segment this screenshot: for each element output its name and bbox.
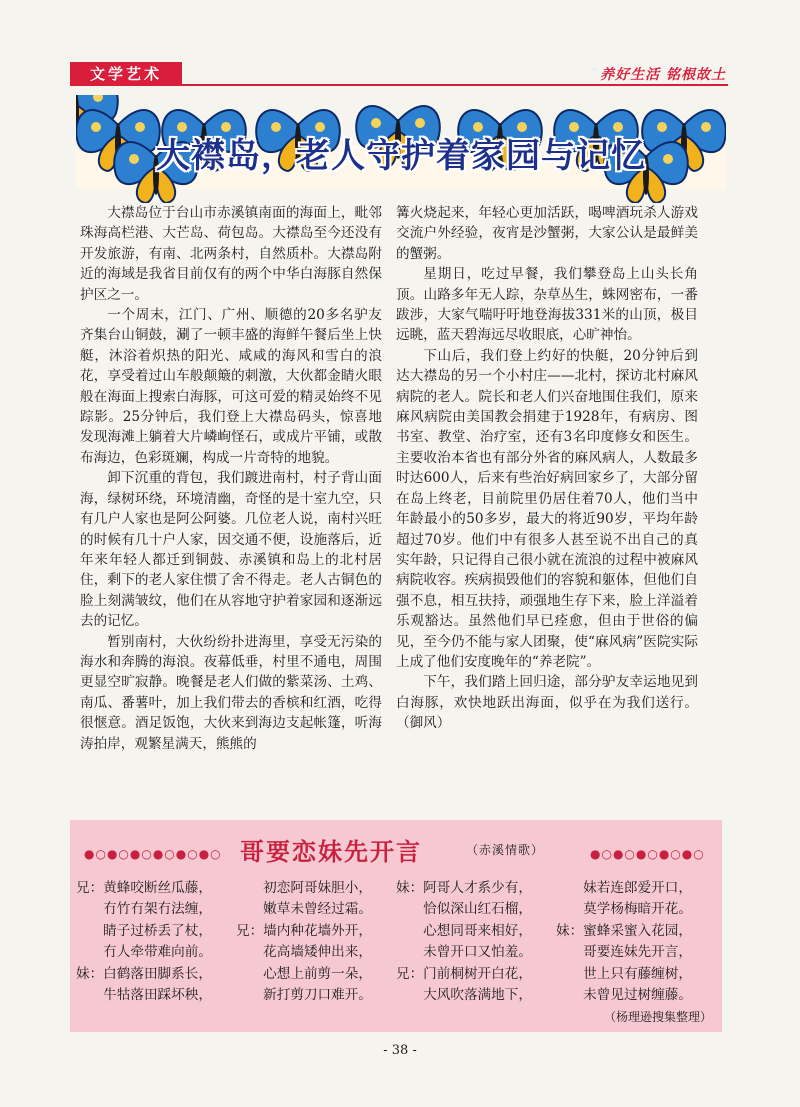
article-column-right [396, 203, 698, 734]
paragraph: 大襟岛位于台山市赤溪镇南面的海面上，毗邻珠海高栏港、大芒岛、荷包岛。大襟岛至今还没有开发旅游，有南、北两条村，自然质朴。大襟岛附近的海域是我省目前仅有的两个中华白海豚自然保护区之一。 [80, 205, 382, 303]
verse-line: 冇竹冇架冇法缠， [76, 901, 212, 918]
verse-line: 心想同哥来相好， [396, 922, 532, 939]
paragraph: 一个周末，江门、广州、顺德的20多名驴友齐集台山铜鼓，涮了一顿丰盛的海鲜午餐后坐上快艇，沐浴着炽热的阳光、咸咸的海风和雪白的浪花，享受着过山车般颠簸的刺激，大伙都金睛火眼般在海面上搜索白海豚，可这可爱的精灵始终不见踪影。25分钟后，我们登上大襟岛码头，惊喜地发现海滩上躺着大片嶙峋怪石，或成片平铺，或散布海边，色彩斑斓，构成一片奇特的地貌。 [80, 307, 382, 466]
verse-column-1 [76, 878, 212, 1006]
paragraph: 卸下沉重的背包，我们踱进南村，村子背山面海，绿树环绕，环境清幽，奇怪的是十室九空，只有几户人家也是阿公阿婆。几位老人说，南村兴旺的时候有几十户人家，因交通不便，设施落后，近年来年轻人都迁到铜鼓、赤溪镇和岛上的北村居住，剩下的老人家住惯了舍不得走。老人古铜色的脸上刻满皱纹，他们在从容地守护着家园和逐渐远去的记忆。 [80, 470, 382, 630]
article-title: 大襟岛，老人守护着家园与记忆 [156, 136, 646, 176]
paragraph: 星期日，吃过早餐，我们攀登岛上山头长角顶。山路多年无人踪，杂草丛生，蛛网密布，一番跋涉，大家气喘吁吁地登海拔331米的山顶，极目远眺，蓝天碧海远尽收眼底，心旷神怡。 [396, 266, 698, 344]
verse-line: 初恋阿哥妹胆小， [236, 880, 372, 896]
article-body [80, 203, 710, 803]
paragraph: 下山后，我们登上约好的快艇，20分钟后到达大襟岛的另一个小村庄——北村，探访北村麻风病院的老人。院长和老人们兴奋地围住我们，原来麻风病院由美国教会捐建于1928年，有病房、图书室、教堂、治疗室，还有3名印度修女和医生。主要收治本省也有部分外省的麻风病人，人数最多时达600人，后来有些治好病回家乡了，大部分留在岛上终老，目前院里仍居住着70人，他们当中年龄最小的50多岁，最大的将近90岁，平均年龄超过70岁。他们中有很多人甚至说不出自己的真实年龄，只记得自己很小就在流浪的过程中被麻风病院收容。疾病损毁他们的容貌和躯体，但他们自强不息，相互扶持，顽强地生存下来，脸上洋溢着乐观豁达。虽然他们早已痊愈，但由于世俗的偏见，至今仍不能与家人团聚，使“麻风病”医院实际上成了他们安度晚年的“养老院”。 [396, 347, 698, 670]
verse-line: 恰似深山红石榴， [396, 901, 532, 918]
verse-line: 妹：蜜蜂采蜜入花园， [556, 922, 692, 939]
folk-song-box [70, 820, 722, 1032]
verse-line: 兄：墙内种花墙外开， [236, 922, 372, 939]
paragraph: 下午，我们踏上回归途，部分驴友幸运地见到白海豚，欢快地跃出海面，似乎在为我们送行。（御风） [396, 674, 698, 732]
page-number: - 38 - [383, 1043, 417, 1058]
verse-line: 兄：黄蜂咬断丝瓜藤， [76, 880, 212, 896]
verse-line: 花高墙矮伸出来， [236, 944, 372, 961]
article-column-left [80, 203, 382, 754]
header-slogan: 养好生活 铭根故土 [600, 67, 726, 83]
song-header [70, 832, 722, 866]
verse-column-3 [396, 878, 532, 1006]
verse-line: 世上只有藤缠树， [556, 965, 692, 982]
verse-line: 未曾开口又怕羞。 [396, 944, 532, 961]
page-header [70, 62, 728, 86]
verse-line: 新打剪刀口难开。 [236, 986, 372, 1003]
verse-line: 大风吹落满地下， [396, 986, 532, 1003]
verse-line: 牛牯落田踩坏秧， [76, 986, 212, 1003]
verse-line: 兄：门前桐树开白花， [396, 965, 532, 982]
verse-line: 嫩草未曾经过霜。 [236, 901, 372, 918]
song-credit: （杨理逊搜集整理） [603, 1010, 712, 1024]
verse-line: 妹：白鹤落田脚系长， [76, 965, 212, 982]
verse-column-2 [236, 878, 372, 1006]
verse-line: 妹：阿哥人才系少有， [396, 880, 532, 896]
verse-line: 未曾见过树缠藤。 [556, 986, 692, 1003]
verse-line: 哥要连妹先开言， [556, 944, 692, 961]
header-rule [182, 84, 728, 86]
verse-line: 妹若连郎爱开口， [556, 880, 692, 896]
ornament-left: ●○●○●○●○●○●○ [84, 847, 222, 861]
verse-line: 冇人牵带难向前。 [76, 944, 212, 961]
verse-line: 莫学杨梅暗开花。 [556, 901, 692, 918]
song-title: 哥要恋妹先开言 [240, 838, 422, 866]
verse-line: 心想上前剪一朵， [236, 965, 372, 982]
section-tag: 文学艺术 [70, 62, 182, 86]
verse-column-4 [556, 878, 692, 1006]
paragraph: 篝火烧起来，年轻心更加活跃，喝啤酒玩杀人游戏交流户外经验，夜宵是沙蟹粥，大家公认是最鲜美的蟹粥。 [396, 205, 698, 262]
paragraph: 暂别南村，大伙纷纷扑进海里，享受无污染的海水和奔腾的海浪。夜幕低垂，村里不通电，周围更显空旷寂静。晚餐是老人们做的紫菜汤、土鸡、南瓜、番薯叶，加上我们带去的香槟和红酒，吃得很惬意。酒足饭饱，大伙来到海边支起帐篷，听海涛拍岸，观繁星满天，熊熊的 [80, 633, 382, 752]
ornament-right: ●○●○●○●○●○ [590, 847, 705, 861]
song-subtitle: （赤溪情歌） [466, 843, 545, 857]
title-banner [76, 95, 726, 203]
verse-line: 睛子过桥丢了杖， [76, 922, 212, 939]
